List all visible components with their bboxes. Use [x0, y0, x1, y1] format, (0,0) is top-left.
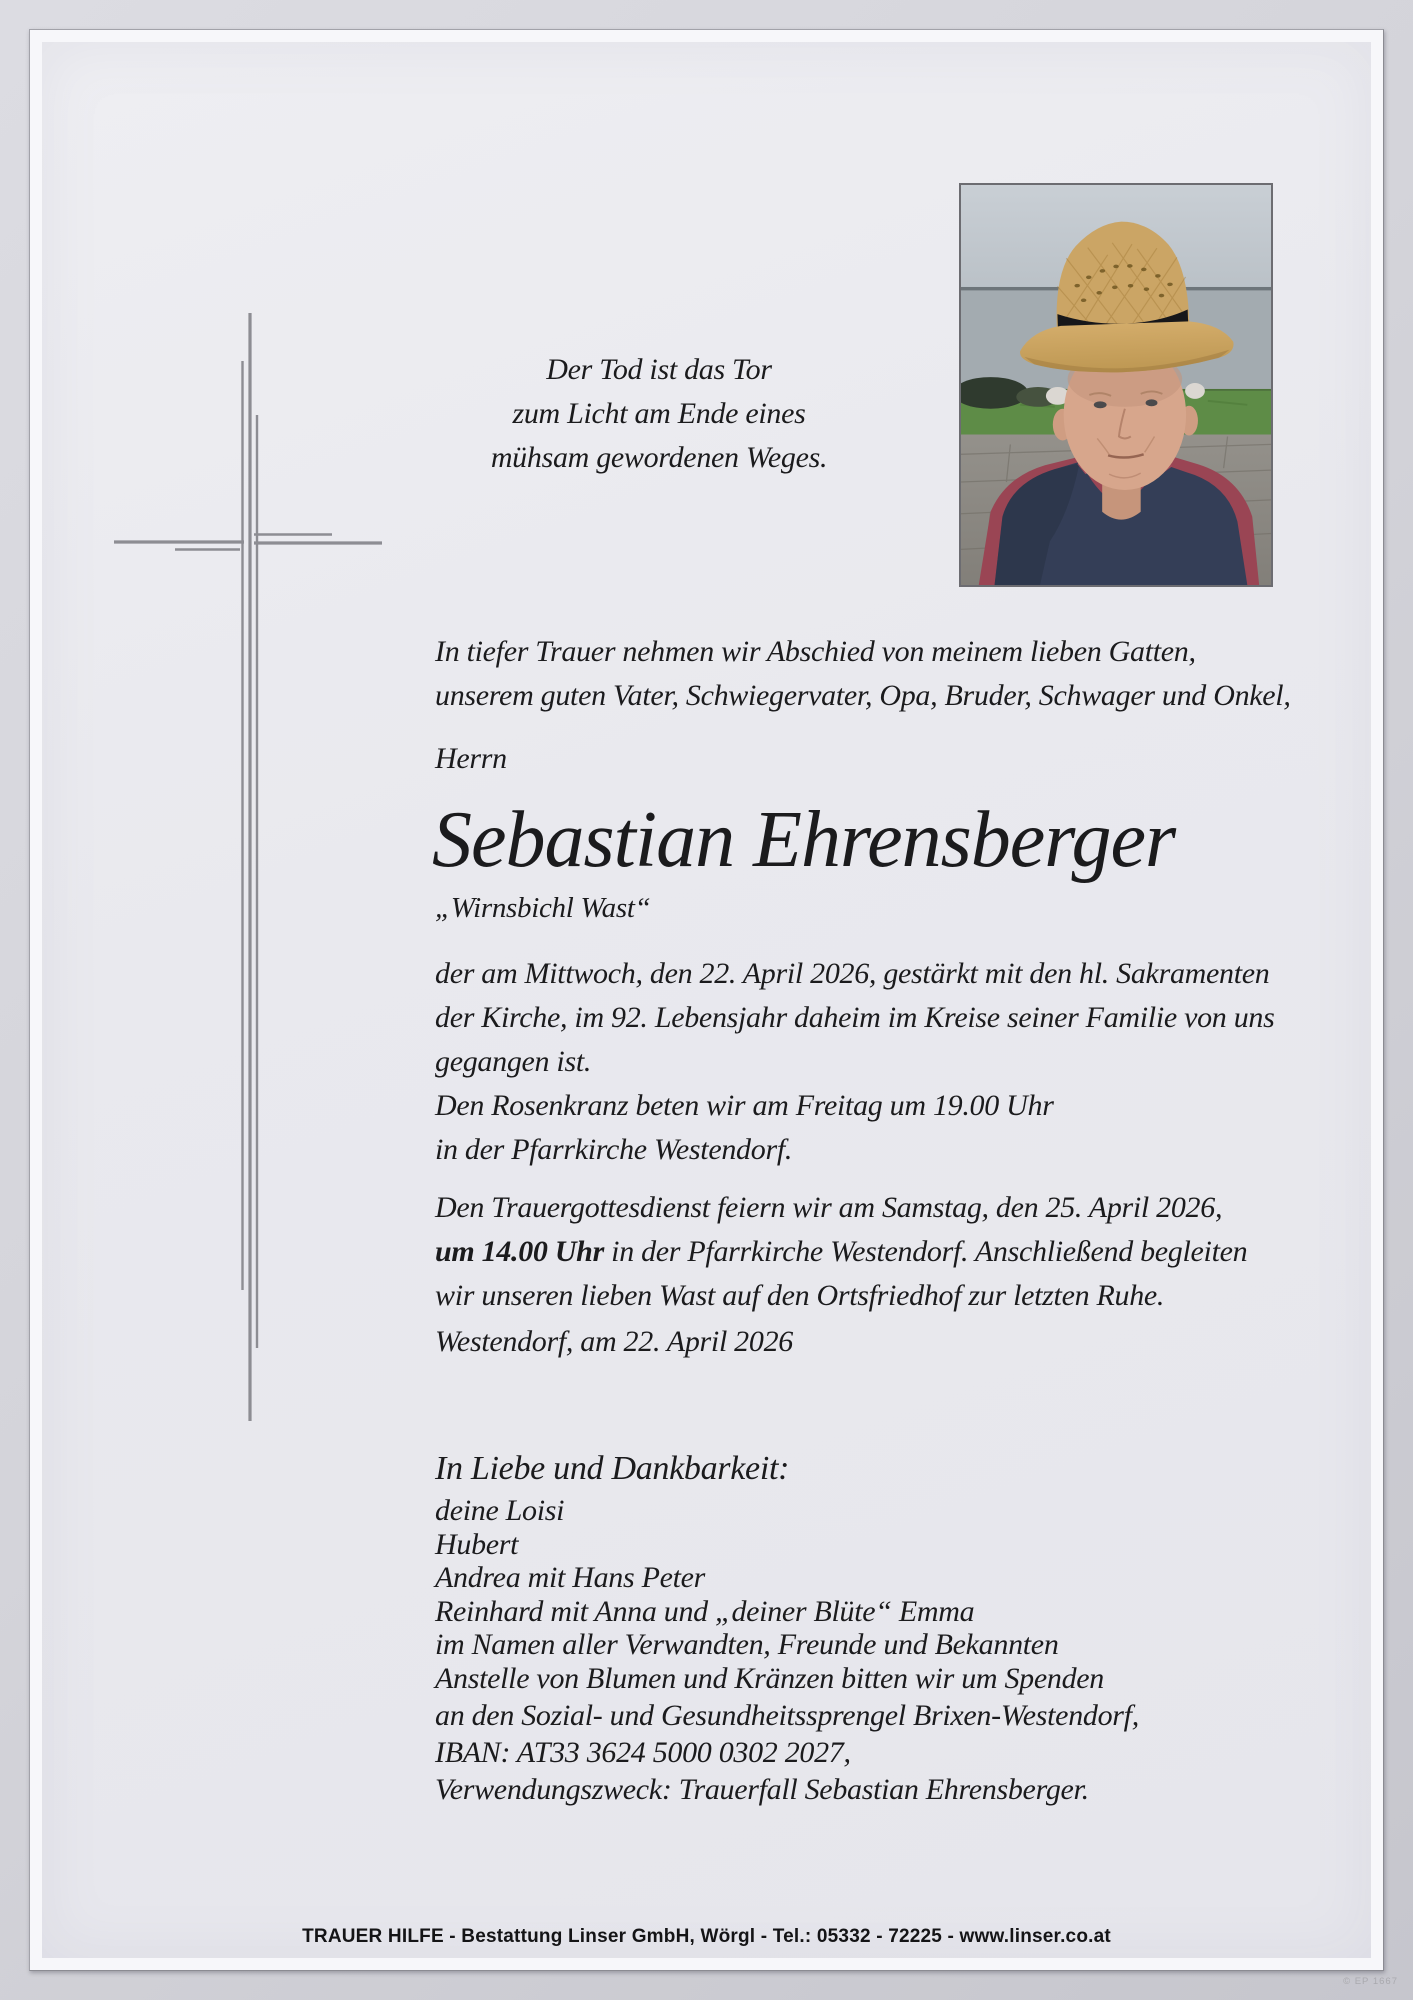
rosary-line: Den Rosenkranz beten wir am Freitag um 19.00 Uhr	[435, 1089, 1054, 1122]
funeral-line: wir unseren lieben Wast auf den Ortsfriedhof zur letzten Ruhe.	[435, 1279, 1165, 1312]
mourner-line: Andrea mit Hans Peter	[435, 1561, 706, 1594]
funeral-line: Den Trauergottesdienst feiern wir am Samstag, den 25. April 2026,	[435, 1191, 1223, 1224]
print-code: © EP 1667	[1343, 1976, 1398, 1987]
epigraph	[437, 348, 881, 480]
memorial-cross-icon	[105, 305, 395, 1430]
rosary-notice	[435, 1084, 1054, 1172]
donation-notice	[435, 1660, 1139, 1808]
mourner-line: Reinhard mit Anna und „deiner Blüte“ Emma	[435, 1594, 975, 1628]
death-line: der Kirche, im 92. Lebensjahr daheim im Kreise seiner Familie von uns	[435, 1001, 1275, 1034]
epigraph-line: mühsam gewordenen Weges.	[490, 441, 828, 474]
funeral-home-footer: TRAUER HILFE - Bestattung Linser GmbH, Wörgl - Tel.: 05332 - 72225 - www.linser.co.at	[302, 1926, 1111, 1947]
rosary-line: in der Pfarrkirche Westendorf.	[435, 1133, 793, 1166]
death-notice	[435, 952, 1274, 1084]
deceased-name: Sebastian Ehrensberger	[432, 796, 1176, 884]
intro-line: In tiefer Trauer nehmen wir Abschied von meinem lieben Gatten,	[435, 635, 1196, 668]
intro-line: unserem guten Vater, Schwiegervater, Opa, Bruder, Schwager und Onkel,	[435, 679, 1291, 712]
donation-line: an den Sozial- und Gesundheitssprengel Brixen-Westendorf,	[435, 1699, 1139, 1732]
place-and-date: Westendorf, am 22. April 2026	[435, 1325, 793, 1358]
death-line: der am Mittwoch, den 22. April 2026, gestärkt mit den hl. Sakramenten	[435, 957, 1270, 990]
death-line: gegangen ist.	[435, 1045, 592, 1078]
epigraph-line: zum Licht am Ende eines	[512, 397, 806, 430]
announcement-intro	[435, 630, 1291, 718]
mourner-line: deine Loisi	[435, 1494, 565, 1527]
mourners-heading: In Liebe und Dankbarkeit:	[435, 1450, 790, 1487]
donation-line: Anstelle von Blumen und Kränzen bitten wir um Spenden	[435, 1662, 1105, 1695]
funeral-time-bold: um 14.00 Uhr	[435, 1235, 604, 1268]
mourner-line: im Namen aller Verwandten, Freunde und Bekannten	[435, 1628, 1059, 1661]
donation-iban: IBAN: AT33 3624 5000 0302 2027,	[435, 1736, 851, 1769]
epigraph-line: Der Tod ist das Tor	[546, 353, 772, 386]
mourners-list	[435, 1494, 1059, 1662]
funeral-notice	[435, 1186, 1247, 1318]
mourner-line: Hubert	[435, 1527, 519, 1561]
donation-line: Verwendungszweck: Trauerfall Sebastian Ehrensberger.	[435, 1773, 1089, 1806]
portrait-photo	[959, 183, 1273, 587]
funeral-line	[435, 1230, 1247, 1274]
deceased-nickname: „Wirnsbichl Wast“	[435, 892, 651, 924]
salutation: Herrn	[435, 742, 507, 775]
funeral-line-rest: in der Pfarrkirche Westendorf. Anschließend begleiten	[603, 1235, 1248, 1268]
